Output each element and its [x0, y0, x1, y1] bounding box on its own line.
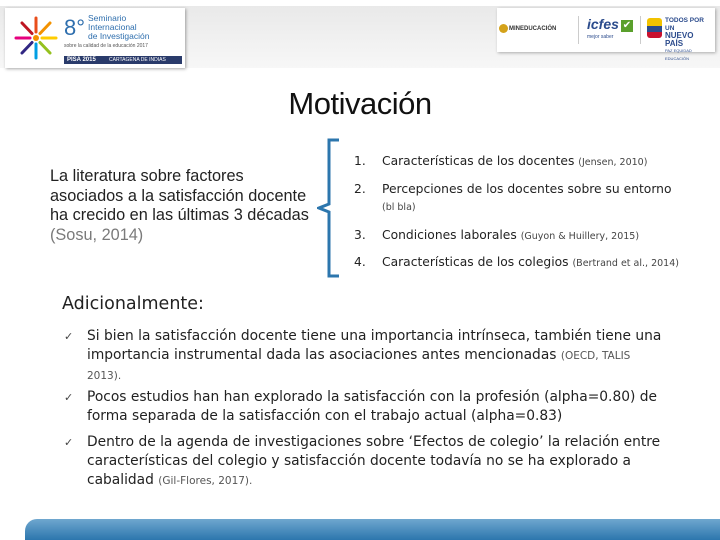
logo-divider — [640, 16, 641, 44]
list-number: 1. — [354, 154, 366, 168]
footer-bar — [25, 519, 720, 540]
list-citation: (Bertrand et al., 2014) — [572, 258, 679, 269]
list-text: Características de los docentes — [382, 154, 575, 168]
literature-text: La literatura sobre factores asociados a la satisfacción docente ha crecido en las últimas 3 décadas — [50, 167, 309, 224]
nuevo-pais-line: PAZ EQUIDAD EDUCACIÓN — [665, 48, 692, 61]
slide-title: Motivación — [288, 86, 432, 121]
checkmark-icon: ✓ — [64, 391, 74, 404]
institution-logos — [497, 8, 715, 61]
seminar-number: 8° — [64, 15, 86, 40]
seminar-name — [88, 14, 184, 41]
icfes-tagline: mejor saber — [587, 34, 614, 40]
list-number: 3. — [354, 228, 366, 242]
additional-heading: Adicionalmente: — [62, 294, 204, 314]
seminar-logo — [5, 8, 185, 68]
list-text: Condiciones laborales — [382, 228, 517, 242]
mineducacion-logo: MINEDUCACIÓN — [509, 26, 557, 32]
list-text: Características de los colegios — [382, 255, 569, 269]
nuevo-pais-line: TODOS POR UN — [665, 17, 704, 32]
checkmark-icon: ✓ — [64, 330, 74, 343]
seminar-name-line: Internacional — [88, 22, 137, 32]
nuevo-pais-seal-icon — [647, 18, 662, 38]
nuevo-pais-line: NUEVO PAÍS — [665, 31, 694, 48]
pisa-place: CARTAGENA DE INDIAS — [109, 57, 166, 63]
literature-paragraph — [50, 167, 318, 245]
list-citation: (bl bla) — [382, 202, 416, 213]
seminar-subtitle: sobre la calidad de la educación 2017 — [64, 43, 148, 49]
list-number: 2. — [354, 182, 366, 196]
bullet-citation: (Gil-Flores, 2017). — [158, 475, 253, 487]
bullet-citation: (OECD, TALIS 2013). — [87, 350, 631, 382]
seminar-name-line: Seminario — [88, 13, 127, 23]
literature-citation: (Sosu, 2014) — [50, 225, 144, 244]
header — [0, 0, 720, 72]
check-icon: ✔ — [622, 20, 632, 31]
seminar-name-line: de Investigación — [88, 31, 150, 41]
pisa-bar — [64, 56, 182, 64]
list-citation: (Jensen, 2010) — [578, 157, 648, 168]
checkmark-icon: ✓ — [64, 436, 74, 449]
list-text: Percepciones de los docentes sobre su entorno — [382, 182, 672, 196]
bullet-text: Si bien la satisfacción docente tiene una importancia intrínseca, también tiene una importancia instrumental dada las asociaciones antes mencionadas — [87, 328, 662, 363]
icfes-logo: icfes — [587, 16, 619, 32]
bullet-text: Pocos estudios han han explorado la satisfacción con la profesión (alpha=0.80) de forma separada de la satisfacción con el trabajo actual (alpha=0.83) — [87, 389, 658, 424]
list-number: 4. — [354, 255, 366, 269]
pisa-label: PISA 2015 — [67, 57, 96, 63]
mineducacion-seal-icon — [499, 24, 508, 33]
sunburst-logo-icon — [13, 15, 59, 61]
logo-divider — [578, 16, 579, 44]
bullet-text: Dentro de la agenda de investigaciones sobre ‘Efectos de colegio’ la relación entre características del colegio y satisfacción docente todavía no se ha explorado a cabalidad — [87, 434, 661, 488]
list-citation: (Guyon & Huillery, 2015) — [520, 231, 640, 242]
curly-bracket — [317, 138, 347, 278]
nuevo-pais-logo — [665, 17, 713, 62]
